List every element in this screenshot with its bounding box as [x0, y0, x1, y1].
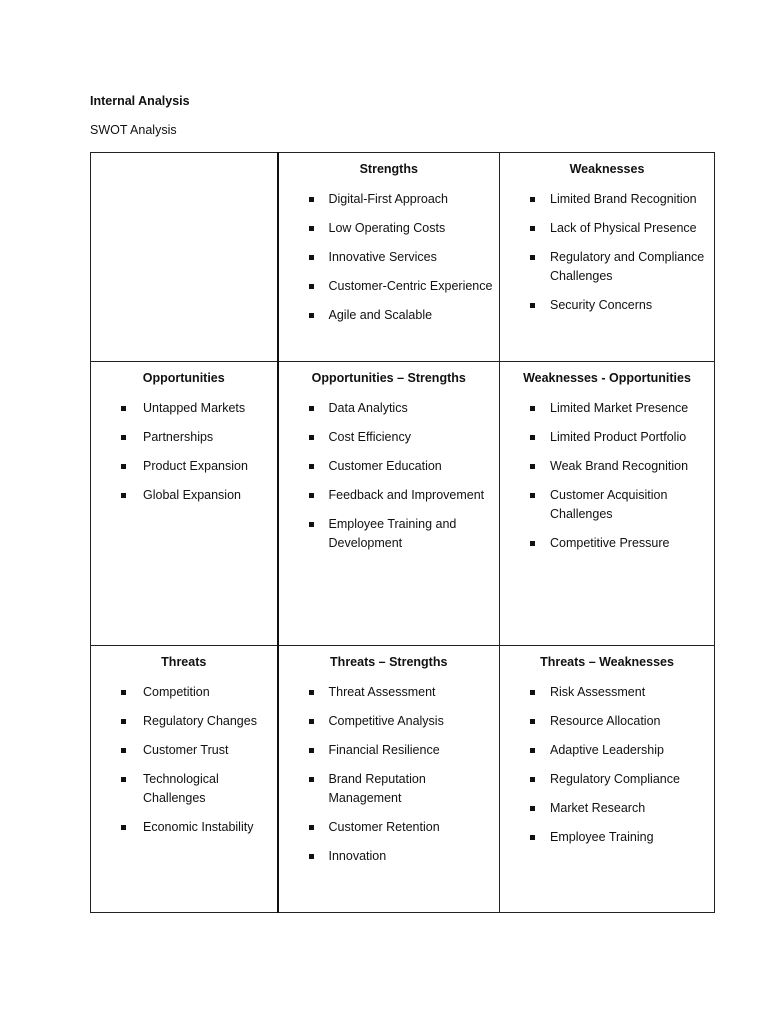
swot-list-item: Limited Market Presence [500, 399, 714, 418]
swot-list-item: Competitive Analysis [279, 712, 500, 731]
swot-cell-title: Threats – Weaknesses [540, 655, 674, 669]
swot-list-item: Technological Challenges [91, 770, 277, 808]
swot-row-opportunities [91, 362, 715, 646]
swot-list-item: Untapped Markets [91, 399, 277, 418]
section-subtitle: SWOT Analysis [90, 123, 177, 137]
swot-list-item: Customer Education [279, 457, 500, 476]
swot-cell-title: Opportunities [142, 371, 225, 385]
swot-cell-title: Threats [161, 655, 207, 669]
swot-cell-title: Strengths [359, 162, 418, 176]
swot-item-list [279, 399, 500, 553]
swot-table [90, 152, 715, 913]
swot-list-item: Limited Product Portfolio [500, 428, 714, 447]
swot-list-item: Market Research [500, 799, 714, 818]
swot-item-list [91, 683, 277, 837]
swot-cell-title: Weaknesses - Opportunities [523, 371, 691, 385]
swot-cell [500, 153, 715, 362]
swot-cell-title: Opportunities – Strengths [311, 371, 466, 385]
swot-item-list [279, 190, 500, 325]
swot-list-item: Digital-First Approach [279, 190, 500, 209]
swot-list-item: Low Operating Costs [279, 219, 500, 238]
swot-list-item: Customer Retention [279, 818, 500, 837]
swot-list-item: Regulatory Compliance [500, 770, 714, 789]
swot-list-item: Competitive Pressure [500, 534, 714, 553]
page-title: Internal Analysis [90, 94, 190, 108]
swot-cell [278, 153, 500, 362]
swot-list-item: Weak Brand Recognition [500, 457, 714, 476]
swot-list-item: Economic Instability [91, 818, 277, 837]
swot-cell-title: Weaknesses [569, 162, 645, 176]
swot-item-list [91, 399, 277, 505]
swot-list-item: Agile and Scalable [279, 306, 500, 325]
swot-list-item: Global Expansion [91, 486, 277, 505]
swot-list-item: Cost Efficiency [279, 428, 500, 447]
swot-list-item: Product Expansion [91, 457, 277, 476]
swot-row-threats [91, 646, 715, 913]
swot-list-item: Adaptive Leadership [500, 741, 714, 760]
swot-list-item: Customer-Centric Experience [279, 277, 500, 296]
swot-cell [91, 153, 278, 362]
swot-cell [278, 646, 500, 913]
swot-list-item: Security Concerns [500, 296, 714, 315]
swot-list-item: Regulatory and Compliance Challenges [500, 248, 714, 286]
swot-list-item: Financial Resilience [279, 741, 500, 760]
swot-list-item: Innovative Services [279, 248, 500, 267]
swot-table-body [91, 153, 715, 913]
swot-item-list [500, 683, 714, 847]
swot-list-item: Innovation [279, 847, 500, 866]
swot-item-list [500, 399, 714, 553]
swot-row-strengths-weaknesses [91, 153, 715, 362]
swot-item-list [500, 190, 714, 315]
swot-cell [500, 362, 715, 646]
swot-list-item: Data Analytics [279, 399, 500, 418]
swot-cell [91, 362, 278, 646]
swot-list-item: Resource Allocation [500, 712, 714, 731]
swot-list-item: Risk Assessment [500, 683, 714, 702]
swot-list-item: Limited Brand Recognition [500, 190, 714, 209]
swot-item-list [279, 683, 500, 866]
swot-list-item: Competition [91, 683, 277, 702]
swot-list-item: Regulatory Changes [91, 712, 277, 731]
swot-cell [278, 362, 500, 646]
swot-list-item: Employee Training [500, 828, 714, 847]
swot-list-item: Employee Training and Development [279, 515, 500, 553]
swot-list-item: Customer Acquisition Challenges [500, 486, 714, 524]
swot-list-item: Brand Reputation Management [279, 770, 500, 808]
swot-list-item: Partnerships [91, 428, 277, 447]
swot-list-item: Customer Trust [91, 741, 277, 760]
swot-list-item: Lack of Physical Presence [500, 219, 714, 238]
swot-cell [91, 646, 278, 913]
swot-list-item: Threat Assessment [279, 683, 500, 702]
swot-list-item: Feedback and Improvement [279, 486, 500, 505]
swot-cell [500, 646, 715, 913]
swot-cell-title: Threats – Strengths [330, 655, 448, 669]
